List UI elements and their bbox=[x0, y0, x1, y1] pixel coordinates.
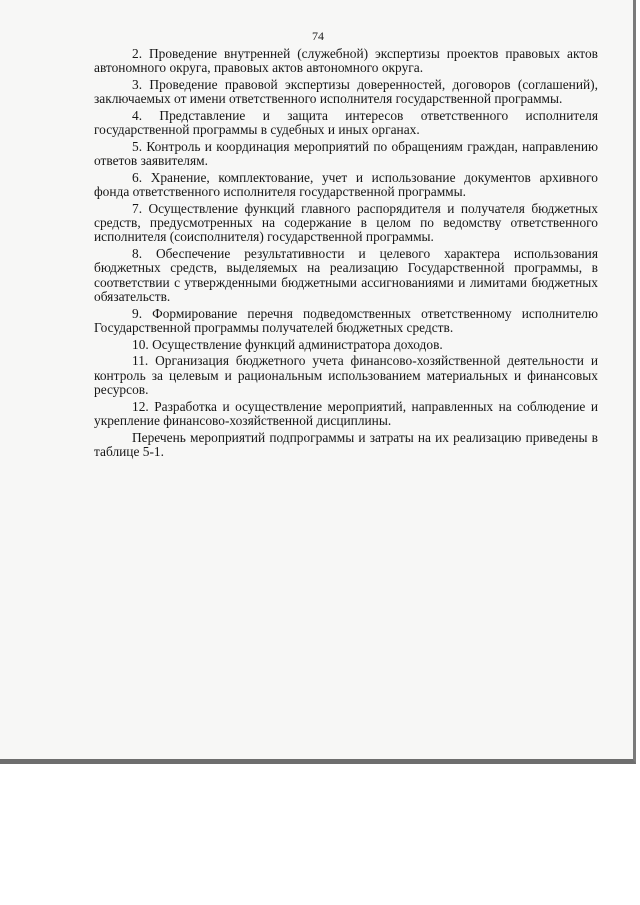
paragraph-item-3: 3. Проведение правовой экспертизы доверенностей, договоров (соглашений), заключаемых от имени ответственного исполнителя государственной программы. bbox=[94, 77, 598, 107]
paragraph-item-9: 9. Формирование перечня подведомственных ответственному исполнителю Государственной программы получателей бюджетных средств. bbox=[94, 305, 598, 335]
paragraph-item-11: 11. Организация бюджетного учета финансово-хозяйственной деятельности и контроль за целевым и рациональным использованием материальных и финансовых ресурсов. bbox=[94, 353, 598, 397]
paragraph-item-2: 2. Проведение внутренней (служебной) экспертизы проектов правовых актов автономного округа, правовых актов автономного округа. bbox=[94, 46, 598, 76]
paragraph-table-reference: Перечень мероприятий подпрограммы и затраты на их реализацию приведены в таблице 5-1. bbox=[94, 429, 598, 459]
paragraph-item-8: 8. Обеспечение результативности и целевого характера использования бюджетных средств, выделяемых на реализацию Государственной программы, в соответствии с утвержденными бюджетными ассигнованиями и лимитами бюджетных обязательств. bbox=[94, 246, 598, 304]
paragraph-item-6: 6. Хранение, комплектование, учет и использование документов архивного фонда ответственного исполнителя государственной программы. bbox=[94, 170, 598, 200]
paragraph-item-12: 12. Разработка и осуществление мероприятий, направленных на соблюдение и укрепление финансово-хозяйственной дисциплины. bbox=[94, 398, 598, 428]
document-body bbox=[94, 47, 598, 462]
paragraph-item-4: 4. Представление и защита интересов ответственного исполнителя государственной программы в судебных и иных органах. bbox=[94, 108, 598, 138]
paragraph-item-5: 5. Контроль и координация мероприятий по обращениям граждан, направлению ответов заявителям. bbox=[94, 139, 598, 169]
paragraph-item-10: 10. Осуществление функций администратора доходов. bbox=[132, 336, 443, 352]
page-number: 74 bbox=[312, 29, 324, 43]
paragraph-item-7: 7. Осуществление функций главного распорядителя и получателя бюджетных средств, предусмотренных на содержание в целом по ведомству ответственного исполнителя (соисполнителя) государственной программы. bbox=[94, 201, 598, 245]
